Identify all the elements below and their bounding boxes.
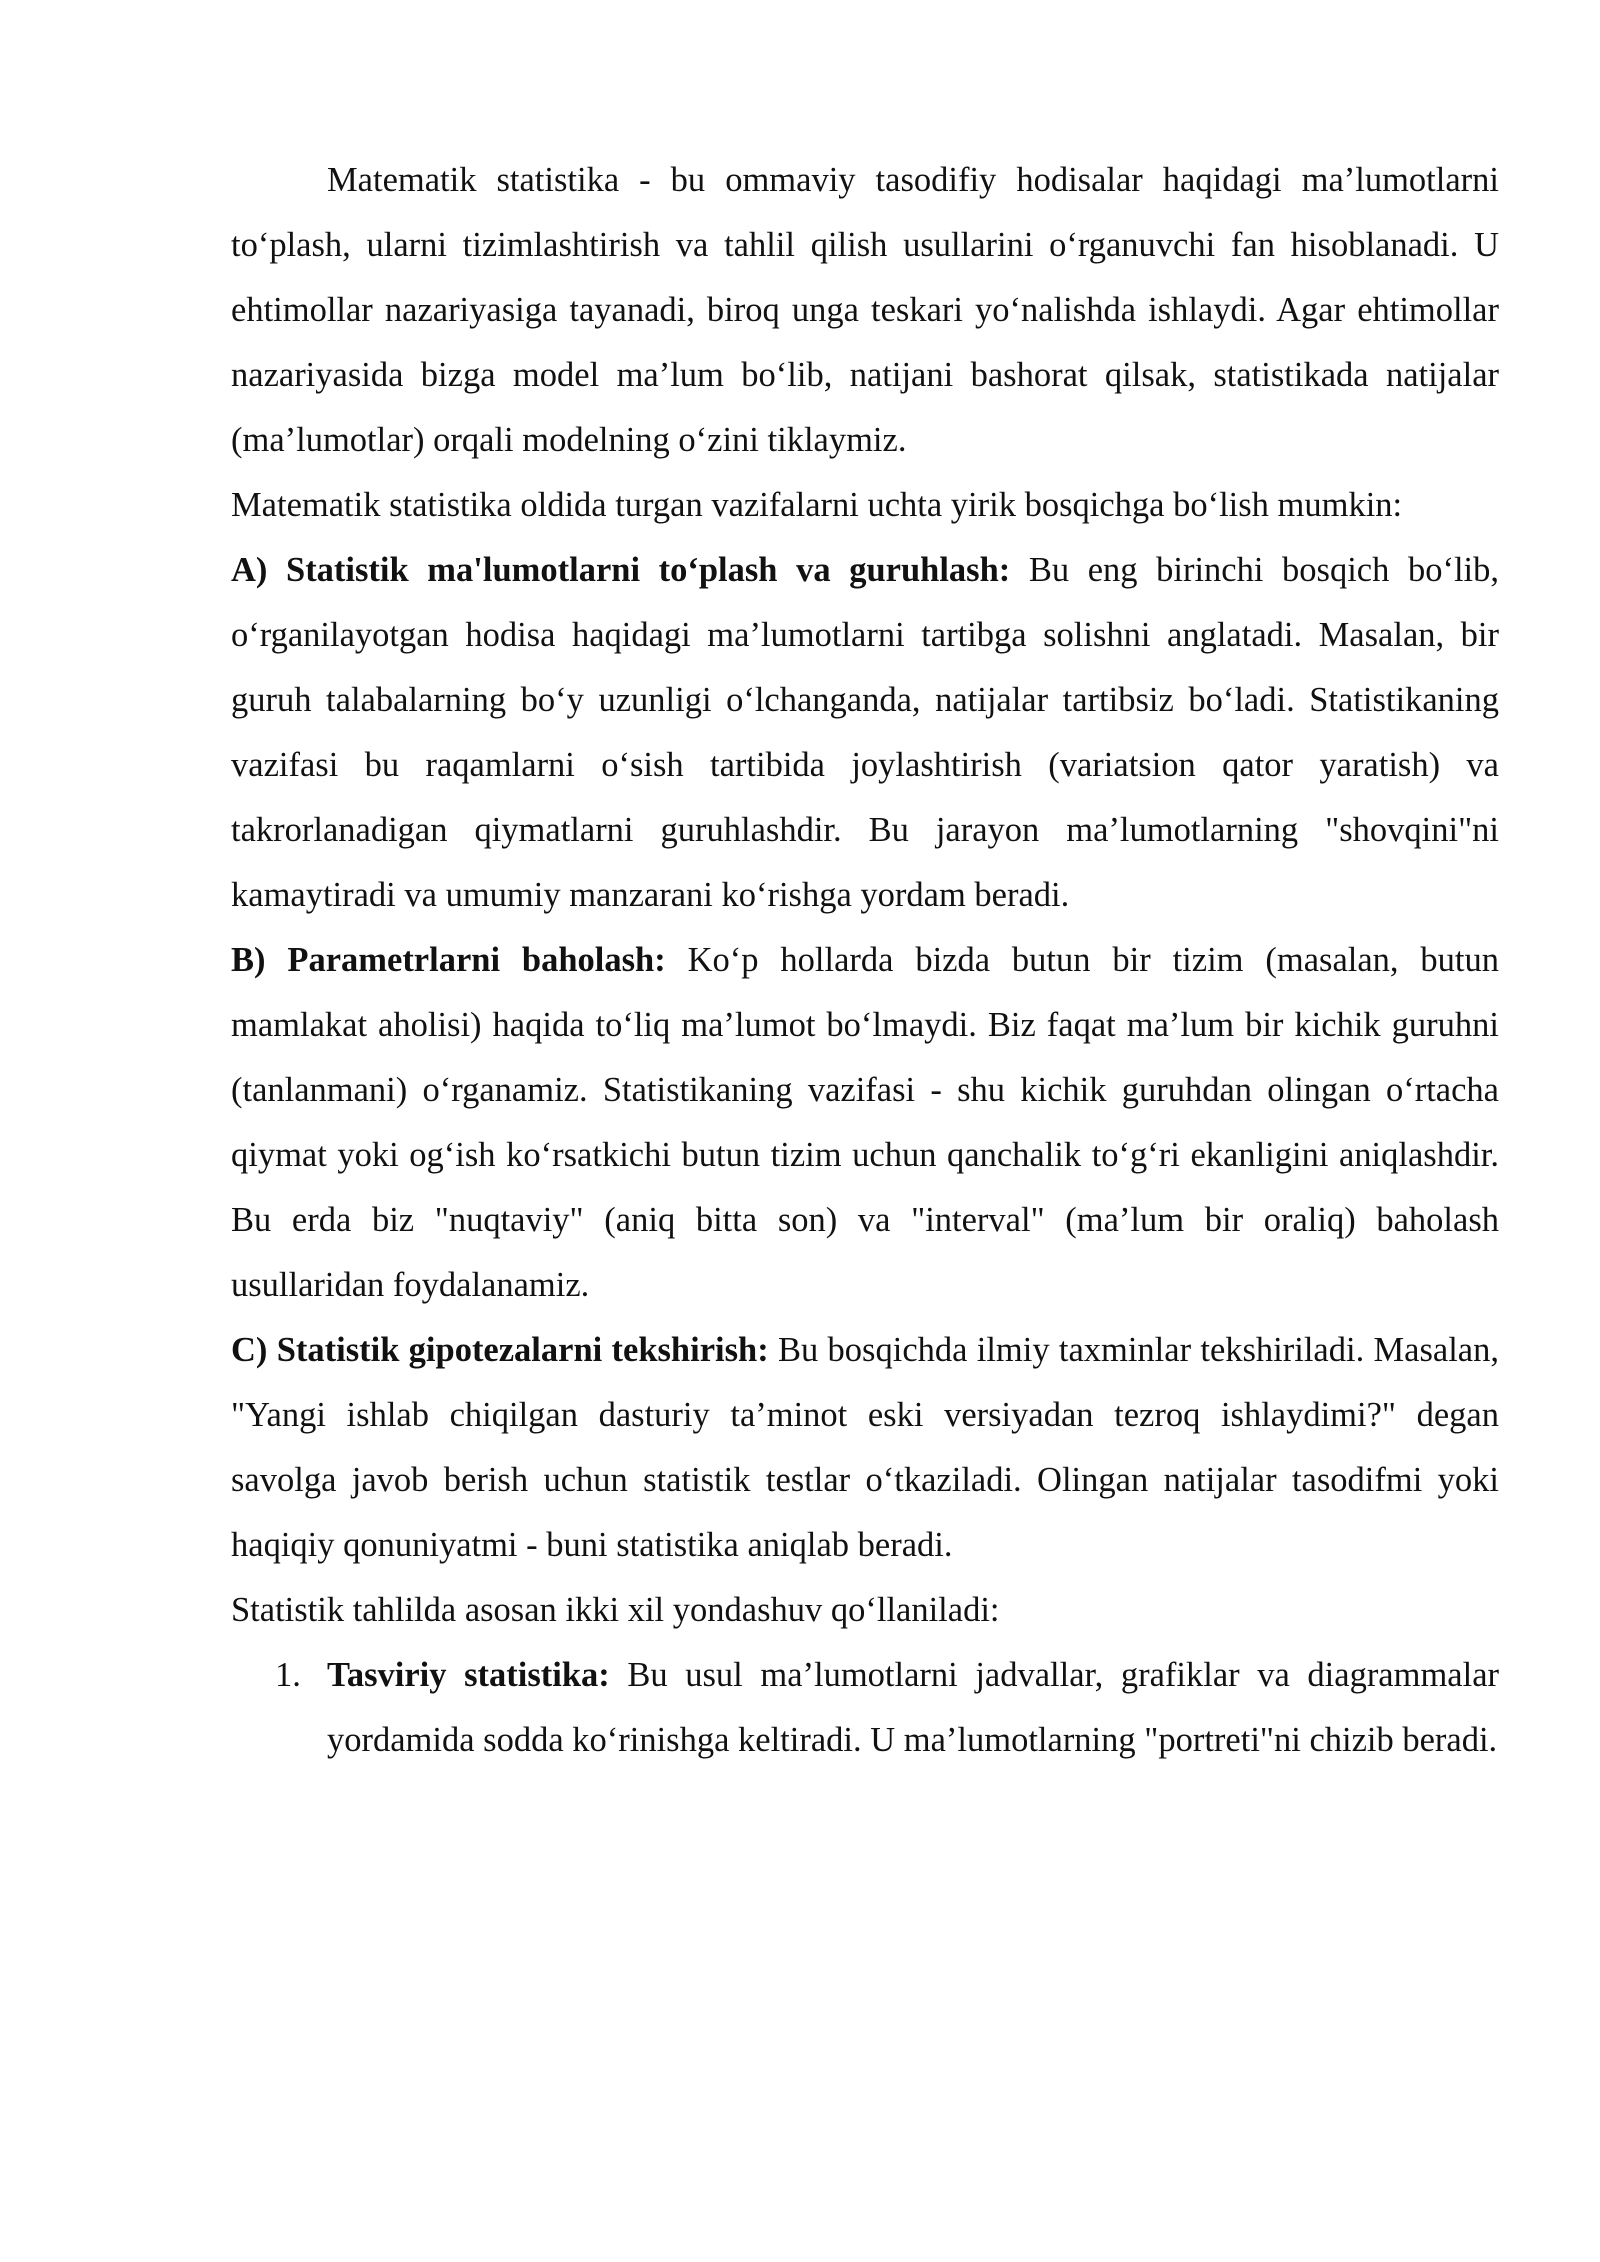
section-c-title: C) Statistik gipotezalarni tekshirish: — [231, 1331, 769, 1369]
section-c-text: Bu bosqichda ilmiy taxminlar tekshiriladi. Masalan, "Yangi ishlab chiqilgan dasturiy ta’minot eski versiyadan tezroq ishlaydimi?" degan savolga javob berish uchun statistik testlar o‘tkaziladi. Olingan natijalar tasodifmi yoki haqiqiy qonuniyatmi - buni statistika aniqlab beradi. — [231, 1331, 1499, 1564]
section-a-paragraph — [231, 538, 1499, 928]
section-b-paragraph — [231, 928, 1499, 1318]
approaches-list — [231, 1643, 1499, 1773]
intro-paragraph: Matematik statistika - bu ommaviy tasodifiy hodisalar haqidagi ma’lumotlarni to‘plash, ularni tizimlashtirish va tahlil qilish usullarini o‘rganuvchi fan hisoblanadi. U ehtimollar nazariyasiga tayanadi, biroq unga teskari yo‘nalishda ishlaydi. Agar ehtimollar nazariyasida bizga model ma’lum bo‘lib, natijani bashorat qilsak, statistikada natijalar (ma’lumotlar) orqali modelning o‘zini tiklaymiz. — [231, 161, 1499, 459]
document-page — [231, 148, 1499, 1773]
section-c-paragraph — [231, 1318, 1499, 1578]
list-item-number: 1. — [275, 1656, 301, 1694]
approaches-intro-paragraph: Statistik tahlilda asosan ikki xil yondashuv qo‘llaniladi: — [231, 1591, 1000, 1629]
stages-intro-paragraph: Matematik statistika oldida turgan vazifalarni uchta yirik bosqichga bo‘lish mumkin: — [231, 486, 1403, 524]
section-a-text: Bu eng birinchi bosqich bo‘lib, o‘rganilayotgan hodisa haqidagi ma’lumotlarni tartibga solishni anglatadi. Masalan, bir guruh talabalarning bo‘y uzunligi o‘lchanganda, natijalar tartibsiz bo‘ladi. Statistikaning vazifasi bu raqamlarni o‘sish tartibida joylashtirish (variatsion qator yaratish) va takrorlanadigan qiymatlarni guruhlashdir. Bu jarayon ma’lumotlarning "shovqini"ni kamaytiradi va umumiy manzarani ko‘rishga yordam beradi. — [231, 551, 1499, 914]
list-item-text: Bu usul ma’lumotlarni jadvallar, grafiklar va diagrammalar yordamida sodda ko‘rinishga keltiradi. U ma’lumotlarning "portreti"ni chizib beradi. — [327, 1656, 1499, 1759]
section-a-title: A) Statistik ma'lumotlarni to‘plash va guruhlash: — [231, 551, 1011, 589]
section-b-title: B) Parametrlarni baholash: — [231, 941, 666, 979]
section-b-text: Ko‘p hollarda bizda butun bir tizim (masalan, butun mamlakat aholisi) haqida to‘liq ma’lumot bo‘lmaydi. Biz faqat ma’lum bir kichik guruhni (tanlanmani) o‘rganamiz. Statistikaning vazifasi - shu kichik guruhdan olingan o‘rtacha qiymat yoki og‘ish ko‘rsatkichi butun tizim uchun qanchalik to‘g‘ri ekanligini aniqlashdir. Bu erda biz "nuqtaviy" (aniq bitta son) va "interval" (ma’lum bir oraliq) baholash usullaridan foydalanamiz. — [231, 941, 1499, 1304]
list-item-title: Tasviriy statistika: — [327, 1656, 610, 1694]
list-item — [231, 1643, 1499, 1773]
